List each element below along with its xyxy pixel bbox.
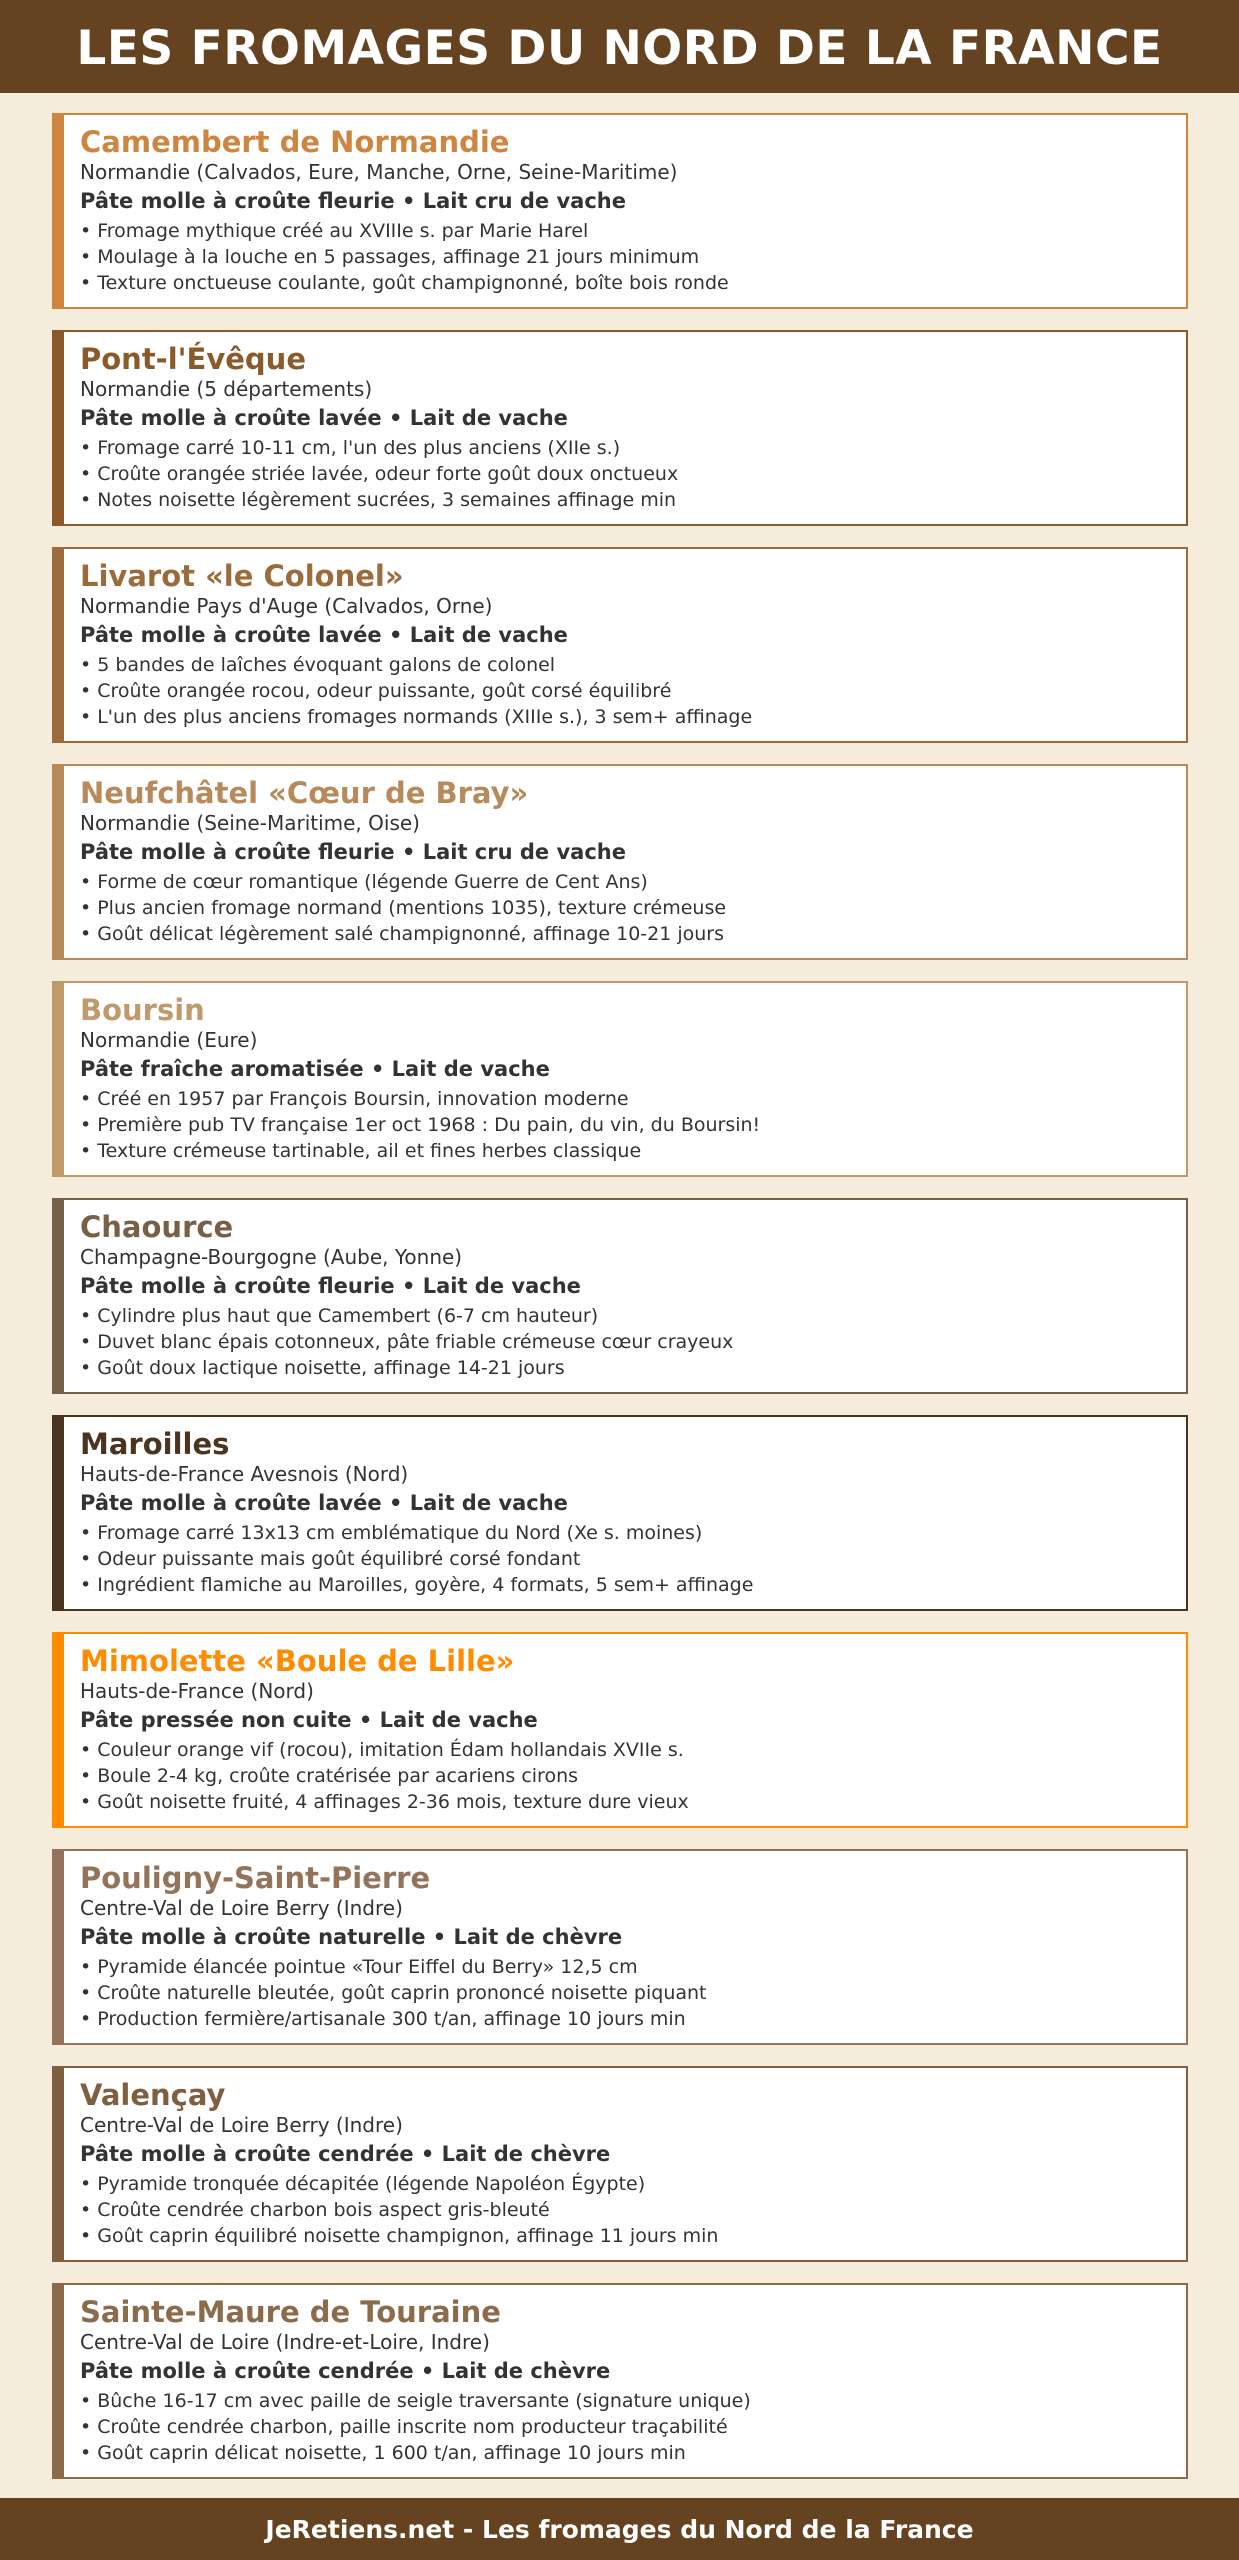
bullet-icon: •	[80, 2442, 92, 2464]
bullet-icon: •	[80, 897, 92, 919]
fact-item: • Pyramide tronquée décapitée (légende Napoléon Égypte)	[80, 2173, 646, 2195]
bullet-icon: •	[80, 1982, 92, 2004]
cheese-list	[52, 113, 1188, 2500]
fact-item: • Fromage carré 13x13 cm emblématique du Nord (Xe s. moines)	[80, 1522, 703, 1544]
cheese-card	[52, 764, 1188, 960]
cheese-region: Hauts-de-France (Nord)	[80, 1679, 314, 1703]
fact-item: • Ingrédient flamiche au Maroilles, goyère, 4 formats, 5 sem+ affinage	[80, 1574, 754, 1596]
fact-item: • Forme de cœur romantique (légende Guerre de Cent Ans)	[80, 871, 648, 893]
fact-item: • L'un des plus anciens fromages normands (XIIIe s.), 3 sem+ affinage	[80, 706, 753, 728]
fact-item: • Croûte cendrée charbon bois aspect gris-bleuté	[80, 2199, 550, 2221]
fact-item: • Texture crémeuse tartinable, ail et fines herbes classique	[80, 1140, 642, 1162]
fact-item: • Bûche 16-17 cm avec paille de seigle traversante (signature unique)	[80, 2390, 751, 2412]
card-accent-bar	[52, 1415, 64, 1611]
card-accent-bar	[52, 764, 64, 960]
cheese-card	[52, 1632, 1188, 1828]
cheese-facts	[80, 218, 1176, 296]
cheese-facts	[80, 435, 1176, 513]
page-header	[0, 0, 1239, 93]
cheese-name: Chaource	[80, 1210, 234, 1244]
fact-item: • Cylindre plus haut que Camembert (6-7 cm hauteur)	[80, 1305, 599, 1327]
cheese-name: Maroilles	[80, 1427, 230, 1461]
cheese-name: Pont-l'Évêque	[80, 342, 306, 376]
fact-item: • Croûte orangée striée lavée, odeur forte goût doux onctueux	[80, 463, 679, 485]
cheese-name: Valençay	[80, 2078, 226, 2112]
bullet-icon: •	[80, 272, 92, 294]
bullet-icon: •	[80, 1140, 92, 1162]
page-title: LES FROMAGES DU NORD DE LA FRANCE	[76, 21, 1163, 76]
fact-item: • Texture onctueuse coulante, goût champignonné, boîte bois ronde	[80, 272, 729, 294]
card-accent-bar	[52, 1632, 64, 1828]
cheese-name: Sainte-Maure de Touraine	[80, 2295, 501, 2329]
bullet-icon: •	[80, 437, 92, 459]
cheese-type: Pâte fraîche aromatisée • Lait de vache	[80, 1057, 550, 1081]
cheese-type: Pâte molle à croûte cendrée • Lait de chèvre	[80, 2142, 611, 2166]
bullet-icon: •	[80, 2199, 92, 2221]
cheese-name: Pouligny-Saint-Pierre	[80, 1861, 431, 1895]
bullet-icon: •	[80, 1088, 92, 1110]
cheese-type: Pâte molle à croûte fleurie • Lait de vache	[80, 1274, 581, 1298]
bullet-icon: •	[80, 2416, 92, 2438]
cheese-card	[52, 1198, 1188, 1394]
card-accent-bar	[52, 2066, 64, 2262]
fact-item: • Production fermière/artisanale 300 t/an, affinage 10 jours min	[80, 2008, 686, 2030]
fact-item: • Croûte naturelle bleutée, goût caprin prononcé noisette piquant	[80, 1982, 707, 2004]
cheese-facts	[80, 1086, 1176, 1164]
fact-item: • Fromage carré 10-11 cm, l'un des plus anciens (XIIe s.)	[80, 437, 621, 459]
fact-item: • Goût caprin délicat noisette, 1 600 t/an, affinage 10 jours min	[80, 2442, 686, 2464]
fact-item: • 5 bandes de laîches évoquant galons de colonel	[80, 654, 556, 676]
cheese-facts	[80, 2388, 1176, 2466]
cheese-region: Normandie (Seine-Maritime, Oise)	[80, 811, 420, 835]
cheese-type: Pâte molle à croûte fleurie • Lait cru de vache	[80, 189, 626, 213]
bullet-icon: •	[80, 680, 92, 702]
cheese-region: Centre-Val de Loire Berry (Indre)	[80, 2113, 403, 2137]
cheese-facts	[80, 1520, 1176, 1598]
card-accent-bar	[52, 1198, 64, 1394]
cheese-card	[52, 330, 1188, 526]
card-accent-bar	[52, 981, 64, 1177]
footer-text: JeRetiens.net - Les fromages du Nord de la France	[265, 2514, 974, 2544]
bullet-icon: •	[80, 2173, 92, 2195]
page-footer	[0, 2498, 1239, 2560]
bullet-icon: •	[80, 1956, 92, 1978]
cheese-card	[52, 1415, 1188, 1611]
cheese-name: Neufchâtel «Cœur de Bray»	[80, 776, 529, 810]
cheese-type: Pâte molle à croûte naturelle • Lait de chèvre	[80, 1925, 623, 1949]
cheese-type: Pâte molle à croûte lavée • Lait de vache	[80, 623, 568, 647]
fact-item: • Créé en 1957 par François Boursin, innovation moderne	[80, 1088, 629, 1110]
cheese-region: Normandie (5 départements)	[80, 377, 373, 401]
cheese-card	[52, 2066, 1188, 2262]
bullet-icon: •	[80, 220, 92, 242]
bullet-icon: •	[80, 1548, 92, 1570]
bullet-icon: •	[80, 1765, 92, 1787]
cheese-name: Boursin	[80, 993, 205, 1027]
bullet-icon: •	[80, 463, 92, 485]
cheese-type: Pâte molle à croûte lavée • Lait de vache	[80, 406, 568, 430]
cheese-facts	[80, 652, 1176, 730]
card-accent-bar	[52, 1849, 64, 2045]
cheese-region: Normandie (Calvados, Eure, Manche, Orne, Seine-Maritime)	[80, 160, 678, 184]
bullet-icon: •	[80, 1357, 92, 1379]
fact-item: • Notes noisette légèrement sucrées, 3 semaines affinage min	[80, 489, 677, 511]
bullet-icon: •	[80, 1305, 92, 1327]
bullet-icon: •	[80, 923, 92, 945]
card-accent-bar	[52, 2283, 64, 2479]
bullet-icon: •	[80, 654, 92, 676]
cheese-name: Camembert de Normandie	[80, 125, 510, 159]
cheese-region: Centre-Val de Loire (Indre-et-Loire, Indre)	[80, 2330, 490, 2354]
cheese-facts	[80, 869, 1176, 947]
bullet-icon: •	[80, 246, 92, 268]
bullet-icon: •	[80, 1739, 92, 1761]
fact-item: • Croûte orangée rocou, odeur puissante, goût corsé équilibré	[80, 680, 672, 702]
cheese-region: Centre-Val de Loire Berry (Indre)	[80, 1896, 403, 1920]
fact-item: • Fromage mythique créé au XVIIIe s. par Marie Harel	[80, 220, 589, 242]
bullet-icon: •	[80, 2390, 92, 2412]
card-accent-bar	[52, 547, 64, 743]
cheese-type: Pâte molle à croûte fleurie • Lait cru de vache	[80, 840, 626, 864]
cheese-region: Normandie Pays d'Auge (Calvados, Orne)	[80, 594, 493, 618]
bullet-icon: •	[80, 871, 92, 893]
bullet-icon: •	[80, 1114, 92, 1136]
bullet-icon: •	[80, 1522, 92, 1544]
cheese-card	[52, 1849, 1188, 2045]
cheese-type: Pâte molle à croûte lavée • Lait de vache	[80, 1491, 568, 1515]
cheese-facts	[80, 1954, 1176, 2032]
cheese-type: Pâte pressée non cuite • Lait de vache	[80, 1708, 538, 1732]
cheese-card	[52, 113, 1188, 309]
bullet-icon: •	[80, 489, 92, 511]
cheese-facts	[80, 1737, 1176, 1815]
cheese-card	[52, 547, 1188, 743]
cheese-region: Champagne-Bourgogne (Aube, Yonne)	[80, 1245, 463, 1269]
fact-item: • Goût caprin équilibré noisette champignon, affinage 11 jours min	[80, 2225, 719, 2247]
fact-item: • Goût doux lactique noisette, affinage 14-21 jours	[80, 1357, 565, 1379]
card-accent-bar	[52, 113, 64, 309]
fact-item: • Duvet blanc épais cotonneux, pâte friable crémeuse cœur crayeux	[80, 1331, 734, 1353]
fact-item: • Couleur orange vif (rocou), imitation Édam hollandais XVIIe s.	[80, 1739, 684, 1761]
fact-item: • Odeur puissante mais goût équilibré corsé fondant	[80, 1548, 581, 1570]
bullet-icon: •	[80, 1574, 92, 1596]
cheese-facts	[80, 2171, 1176, 2249]
bullet-icon: •	[80, 1331, 92, 1353]
fact-item: • Boule 2-4 kg, croûte cratérisée par acariens cirons	[80, 1765, 579, 1787]
fact-item: • Goût délicat légèrement salé champignonné, affinage 10-21 jours	[80, 923, 725, 945]
cheese-card	[52, 981, 1188, 1177]
fact-item: • Goût noisette fruité, 4 affinages 2-36 mois, texture dure vieux	[80, 1791, 689, 1813]
fact-item: • Croûte cendrée charbon, paille inscrite nom producteur traçabilité	[80, 2416, 728, 2438]
bullet-icon: •	[80, 706, 92, 728]
card-accent-bar	[52, 330, 64, 526]
fact-item: • Pyramide élancée pointue «Tour Eiffel du Berry» 12,5 cm	[80, 1956, 638, 1978]
bullet-icon: •	[80, 1791, 92, 1813]
bullet-icon: •	[80, 2008, 92, 2030]
cheese-region: Normandie (Eure)	[80, 1028, 258, 1052]
cheese-name: Mimolette «Boule de Lille»	[80, 1644, 515, 1678]
cheese-region: Hauts-de-France Avesnois (Nord)	[80, 1462, 409, 1486]
cheese-facts	[80, 1303, 1176, 1381]
cheese-card	[52, 2283, 1188, 2479]
cheese-name: Livarot «le Colonel»	[80, 559, 404, 593]
cheese-type: Pâte molle à croûte cendrée • Lait de chèvre	[80, 2359, 611, 2383]
fact-item: • Première pub TV française 1er oct 1968 : Du pain, du vin, du Boursin!	[80, 1114, 761, 1136]
fact-item: • Moulage à la louche en 5 passages, affinage 21 jours minimum	[80, 246, 700, 268]
bullet-icon: •	[80, 2225, 92, 2247]
fact-item: • Plus ancien fromage normand (mentions 1035), texture crémeuse	[80, 897, 727, 919]
